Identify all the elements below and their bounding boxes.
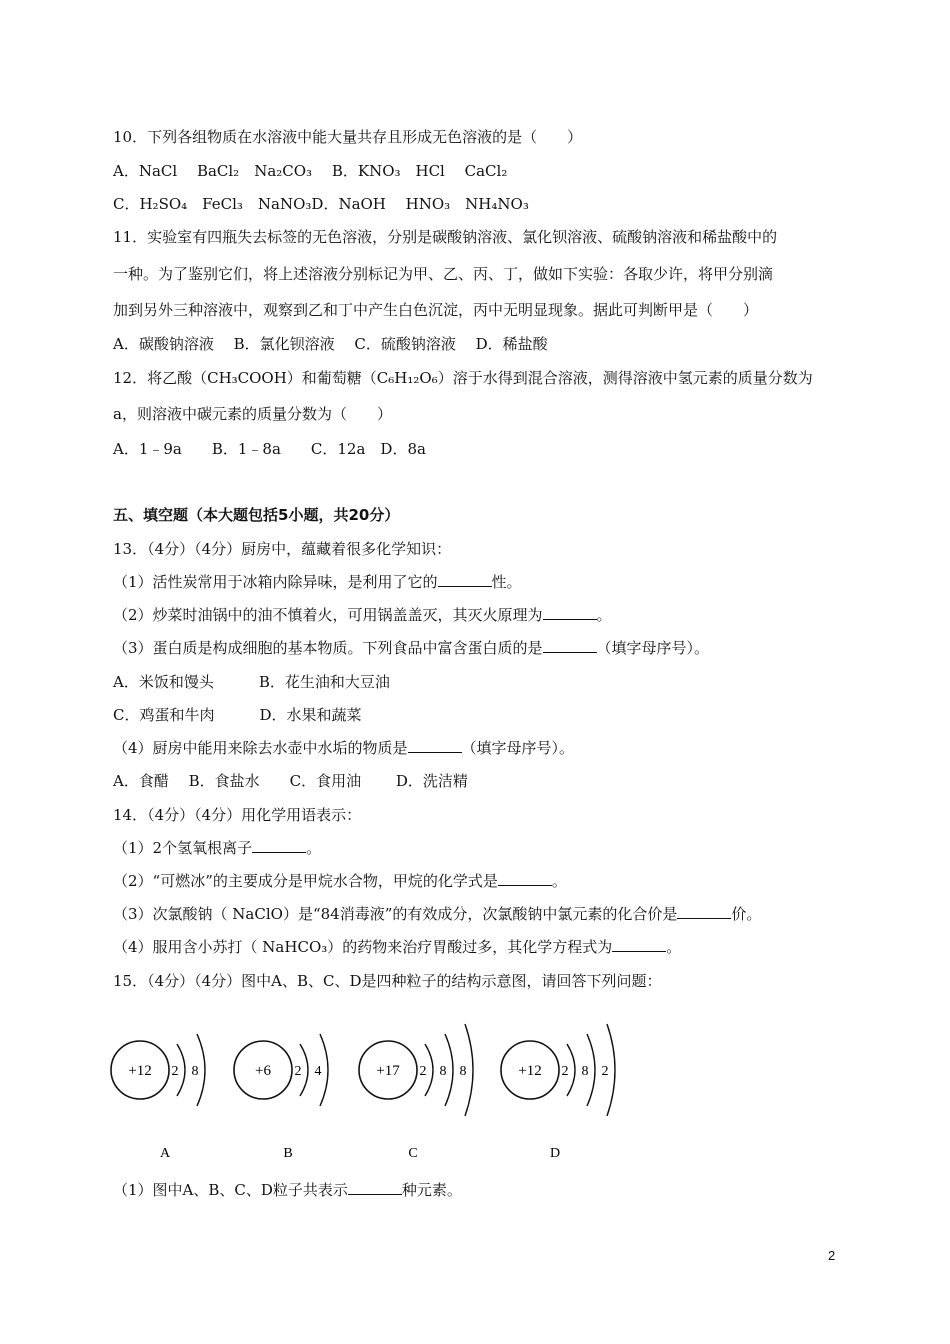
q14-part1 [113, 838, 321, 858]
q13-part4 [113, 738, 574, 758]
electron-count: 8 [439, 1064, 447, 1079]
q10-options-cd: C．H₂SO₄ FeCl₃ NaNO₃D．NaOH HNO₃ NH₄NO₃ [113, 195, 529, 213]
answer-blank [612, 937, 666, 952]
particle-D [501, 1024, 615, 1161]
q11-line3: 加到另外三种溶液中，观察到乙和丁中产生白色沉淀，丙中无明显现象。据此可判断甲是（ ） [113, 301, 759, 319]
q13-part1-suffix: 性。 [491, 573, 522, 591]
answer-blank [543, 638, 597, 653]
answer-blank [498, 871, 552, 886]
q10-stem: 10．下列各组物质在水溶液中能大量共存且形成无色溶液的是（ ） [113, 128, 583, 146]
q15-part1-text: （1）图中A、B、C、D粒子共表示 [113, 1181, 348, 1199]
nucleus-charge: +12 [128, 1063, 152, 1079]
page-number: 2 [828, 1248, 836, 1263]
q13-part2-text: （2）炒菜时油锅中的油不慎着火，可用锅盖盖灭，其灭火原理为 [113, 606, 543, 624]
q11-options: A．碳酸钠溶液 B．氯化钡溶液 C．硫酸钠溶液 D．稀盐酸 [113, 335, 548, 353]
q13-part3-options-cd: C．鸡蛋和牛肉 D．水果和蔬菜 [113, 706, 362, 724]
nucleus-charge: +6 [255, 1063, 271, 1079]
q13-part4-options: A．食醋 B．食盐水 C．食用油 D．洗洁精 [113, 772, 468, 790]
q15-part1 [113, 1180, 462, 1200]
nucleus-charge: +17 [376, 1063, 400, 1079]
answer-blank [408, 738, 462, 753]
nucleus-charge: +12 [518, 1063, 542, 1079]
q13-part3-options-ab: A．米饭和馒头 B．花生油和大豆油 [113, 673, 390, 691]
particle-C [359, 1024, 473, 1161]
q14-part1-text: （1）2个氢氧根离子 [113, 839, 253, 857]
q13-part2 [113, 605, 612, 625]
q13-part3-suffix: （填字母序号）。 [596, 639, 710, 657]
q13-part4-text: （4）厨房中能用来除去水壶中水垢的物质是 [113, 739, 408, 757]
q14-part4-suffix: 。 [666, 938, 682, 956]
electron-count: 8 [191, 1064, 199, 1079]
q14-part4 [113, 937, 681, 957]
q13-part3-text: （3）蛋白质是构成细胞的基本物质。下列食品中富含蛋白质的是 [113, 639, 543, 657]
q11-line1: 11．实验室有四瓶失去标签的无色溶液，分别是碳酸钠溶液、氯化钡溶液、硫酸钠溶液和稀盐酸中的 [113, 228, 778, 246]
particle-A [111, 1034, 205, 1161]
q15-stem: 15．（4分）（4分）图中A、B、C、D是四种粒子的结构示意图，请回答下列问题： [113, 972, 662, 990]
q13-part3 [113, 638, 709, 658]
answer-blank [252, 838, 306, 853]
q14-part2-suffix: 。 [551, 872, 567, 890]
q14-stem: 14．（4分）（4分）用化学用语表示： [113, 806, 362, 824]
electron-count: 4 [314, 1064, 322, 1079]
q12-line1: 12．将乙酸（CH₃COOH）和葡萄糖（C₆H₁₂O₆）溶于水得到混合溶液，测得溶液中氢元素的质量分数为 [113, 369, 813, 387]
electron-count: 2 [601, 1064, 609, 1079]
particle-B [234, 1034, 328, 1161]
q13-stem: 13．（4分）（4分）厨房中，蕴藏着很多化学知识： [113, 540, 452, 558]
answer-blank [543, 605, 597, 620]
q14-part2-text: （2）“可燃冰”的主要成分是甲烷水合物，甲烷的化学式是 [113, 872, 498, 890]
particle-label: C [408, 1146, 418, 1161]
electron-count: 2 [171, 1064, 179, 1079]
particle-label: D [549, 1146, 561, 1161]
particle-label: B [283, 1146, 293, 1161]
q10-options-ab: A．NaCl BaCl₂ Na₂CO₃ B．KNO₃ HCl CaCl₂ [113, 162, 508, 180]
q14-part1-suffix: 。 [306, 839, 322, 857]
q15-part1-suffix: 种元素。 [401, 1181, 462, 1199]
answer-blank [677, 904, 731, 919]
answer-blank [438, 572, 492, 587]
electron-count: 8 [459, 1064, 467, 1079]
electron-count: 2 [561, 1064, 569, 1079]
q11-line2: 一种。为了鉴别它们，将上述溶液分别标记为甲、乙、丙、丁，做如下实验：各取少许，将甲分别滴 [113, 265, 774, 283]
answer-blank [348, 1180, 402, 1195]
q14-part3-text: （3）次氯酸钠（ NaClO）是“84消毒液”的有效成分，次氯酸钠中氯元素的化合价是 [113, 905, 678, 923]
q12-options: A．1﹣9a B．1﹣8a C．12a D．8a [113, 440, 426, 458]
q14-part2 [113, 871, 567, 891]
q13-part4-suffix: （填字母序号）。 [461, 739, 575, 757]
q13-part1 [113, 572, 522, 592]
section-title: 五、填空题（本大题包括5小题，共20分） [113, 506, 400, 524]
q12-line2: a，则溶液中碳元素的质量分数为（ ） [113, 405, 392, 423]
q13-part2-suffix: 。 [596, 606, 612, 624]
q14-part3 [113, 904, 761, 924]
electron-count: 8 [581, 1064, 589, 1079]
atomic-structure-diagram [110, 1010, 670, 1170]
q14-part4-text: （4）服用含小苏打（ NaHCO₃）的药物来治疗胃酸过多，其化学方程式为 [113, 938, 613, 956]
q14-part3-suffix: 价。 [731, 905, 762, 923]
electron-count: 2 [419, 1064, 427, 1079]
q13-part1-text: （1）活性炭常用于冰箱内除异味，是利用了它的 [113, 573, 438, 591]
particle-label: A [159, 1146, 171, 1161]
electron-count: 2 [294, 1064, 302, 1079]
